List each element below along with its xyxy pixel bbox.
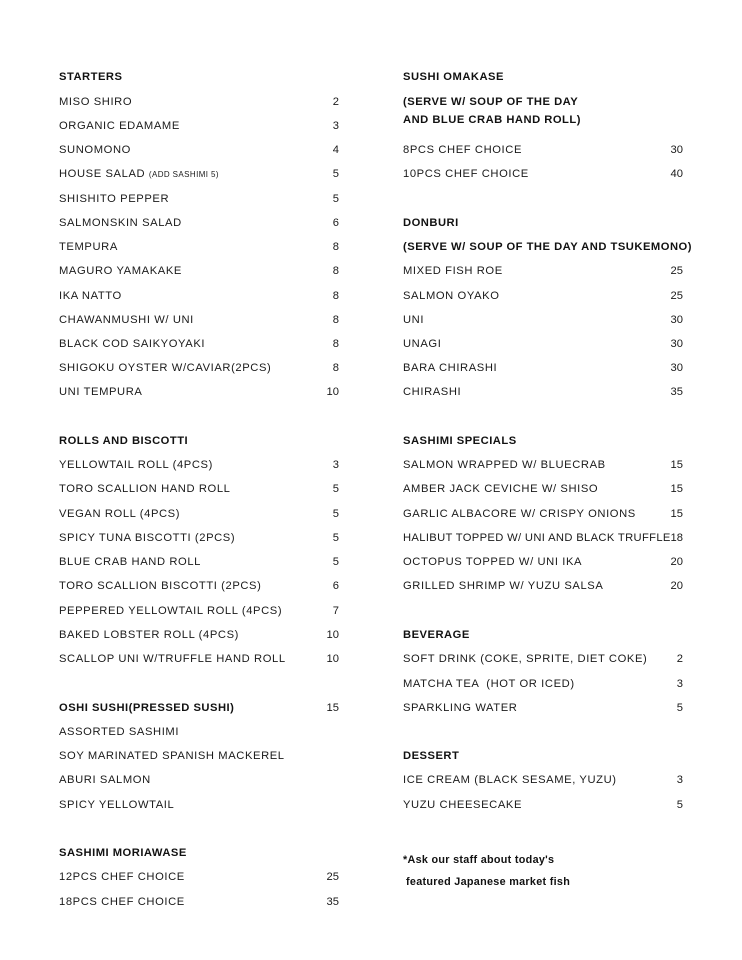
menu-item-name: CHAWANMUSHI W/ UNI — [59, 314, 194, 326]
menu-item-price: 5 — [332, 168, 339, 180]
section-price: 15 — [326, 702, 339, 714]
menu-item-name: MIXED FISH ROE — [403, 265, 503, 277]
menu-item-price: 18 — [670, 532, 683, 544]
menu-item-price: 10 — [326, 653, 339, 665]
menu-item-name: MAGURO YAMAKAKE — [59, 265, 182, 277]
menu-item-name: SPICY YELLOWTAIL — [59, 799, 175, 811]
menu-item-price: 6 — [332, 217, 339, 229]
menu-item-price: 5 — [332, 508, 339, 520]
menu-item-price: 3 — [332, 459, 339, 471]
menu-item — [59, 167, 219, 182]
menu-item-name: 12PCS CHEF CHOICE — [59, 871, 185, 883]
section-subheading: AND BLUE CRAB HAND ROLL) — [403, 114, 581, 126]
section-heading-omakase: SUSHI OMAKASE — [403, 71, 504, 83]
menu-item-name: ORGANIC EDAMAME — [59, 120, 180, 132]
menu-item-price: 15 — [670, 508, 683, 520]
menu-item-price: 30 — [670, 362, 683, 374]
menu-item-name: VEGAN ROLL (4PCS) — [59, 508, 181, 520]
menu-item-name: 18PCS CHEF CHOICE — [59, 896, 185, 908]
section-heading-beverage: BEVERAGE — [403, 629, 470, 641]
menu-item-price: 30 — [670, 144, 683, 156]
menu-item-price: 15 — [670, 459, 683, 471]
menu-item-name: SHIGOKU OYSTER W/CAVIAR(2PCS) — [59, 362, 272, 374]
menu-item-price: 8 — [332, 338, 339, 350]
menu-item-price: 4 — [332, 144, 339, 156]
section-heading-dessert: DESSERT — [403, 750, 460, 762]
menu-item-price: 3 — [676, 774, 683, 786]
menu-item-price: 35 — [326, 896, 339, 908]
menu-item-name: SALMON OYAKO — [403, 290, 500, 302]
footnote-line: *Ask our staff about today's — [403, 854, 555, 866]
menu-item-price: 10 — [326, 386, 339, 398]
menu-item-name: 10PCS CHEF CHOICE — [403, 168, 529, 180]
section-heading-oshi: OSHI SUSHI(PRESSED SUSHI) — [59, 702, 235, 714]
menu-item-name: GRILLED SHRIMP W/ YUZU SALSA — [403, 580, 604, 592]
menu-item-price: 8 — [332, 241, 339, 253]
menu-item-name: HOUSE SALAD — [59, 168, 146, 180]
menu-item-name: ASSORTED SASHIMI — [59, 726, 180, 738]
menu-item-price: 40 — [670, 168, 683, 180]
menu-item-name: SPICY TUNA BISCOTTI (2PCS) — [59, 532, 236, 544]
menu-item-price: 5 — [676, 799, 683, 811]
menu-item-price: 5 — [332, 193, 339, 205]
menu-item-price: 5 — [332, 532, 339, 544]
menu-item-name: UNI TEMPURA — [59, 386, 143, 398]
menu-item-name: CHIRASHI — [403, 386, 462, 398]
menu-item-note: (ADD SASHIMI 5) — [148, 170, 219, 179]
menu-item-price: 3 — [676, 678, 683, 690]
menu-item-name: SUNOMONO — [59, 144, 131, 156]
section-heading-rolls: ROLLS AND BISCOTTI — [59, 435, 189, 447]
menu-item-price: 35 — [670, 386, 683, 398]
menu-item-price: 2 — [332, 96, 339, 108]
menu-item-name: UNI — [403, 314, 425, 326]
menu-item-name: SPARKLING WATER — [403, 702, 518, 714]
menu-item-name: AMBER JACK CEVICHE W/ SHISO — [403, 483, 599, 495]
menu-item-price: 3 — [332, 120, 339, 132]
menu-item-name: SHISHITO PEPPER — [59, 193, 170, 205]
menu-item-name: MISO SHIRO — [59, 96, 133, 108]
section-heading-specials: SASHIMI SPECIALS — [403, 435, 517, 447]
menu-item-price: 2 — [676, 653, 683, 665]
menu-item-price: 8 — [332, 290, 339, 302]
menu-item-name: MATCHA TEA (HOT OR ICED) — [403, 678, 575, 690]
section-heading-moriawase: SASHIMI MORIAWASE — [59, 847, 187, 859]
menu-item-name: SALMONSKIN SALAD — [59, 217, 182, 229]
section-subheading: (SERVE W/ SOUP OF THE DAY AND TSUKEMONO) — [403, 241, 692, 253]
menu-item-name: PEPPERED YELLOWTAIL ROLL (4PCS) — [59, 605, 283, 617]
menu-item-name: SCALLOP UNI W/TRUFFLE HAND ROLL — [59, 653, 286, 665]
menu-item-price: 20 — [670, 556, 683, 568]
menu-item-price: 5 — [332, 556, 339, 568]
menu-item-name: TORO SCALLION HAND ROLL — [59, 483, 231, 495]
menu-item-price: 7 — [332, 605, 339, 617]
footnote-line: featured Japanese market fish — [406, 876, 571, 888]
menu-item-name: YELLOWTAIL ROLL (4PCS) — [59, 459, 213, 471]
menu-item-price: 10 — [326, 629, 339, 641]
menu-item-name: UNAGI — [403, 338, 442, 350]
menu-item-name: OCTOPUS TOPPED W/ UNI IKA — [403, 556, 583, 568]
menu-item-name: 8PCS CHEF CHOICE — [403, 144, 523, 156]
menu-item-name: SOFT DRINK (COKE, SPRITE, DIET COKE) — [403, 653, 648, 665]
menu-item-name: IKA NATTO — [59, 290, 122, 302]
menu-item-name: SALMON WRAPPED W/ BLUECRAB — [403, 459, 606, 471]
menu-item-price: 6 — [332, 580, 339, 592]
menu-item-name: SOY MARINATED SPANISH MACKEREL — [59, 750, 285, 762]
section-heading-starters: STARTERS — [59, 71, 123, 83]
menu-item-price: 8 — [332, 265, 339, 277]
menu-item-price: 5 — [332, 483, 339, 495]
section-subheading: (SERVE W/ SOUP OF THE DAY — [403, 96, 579, 108]
menu-item-name: GARLIC ALBACORE W/ CRISPY ONIONS — [403, 508, 636, 520]
menu-item-price: 30 — [670, 338, 683, 350]
menu-item-name: BAKED LOBSTER ROLL (4PCS) — [59, 629, 239, 641]
section-heading-donburi: DONBURI — [403, 217, 459, 229]
menu-item-name: TORO SCALLION BISCOTTI (2PCS) — [59, 580, 262, 592]
menu-item-price: 25 — [326, 871, 339, 883]
menu-item-price: 15 — [670, 483, 683, 495]
menu-item-price: 25 — [670, 290, 683, 302]
menu-item-name: BLUE CRAB HAND ROLL — [59, 556, 201, 568]
menu-item-name: TEMPURA — [59, 241, 118, 253]
menu-item-price: 8 — [332, 362, 339, 374]
menu-item-name: BLACK COD SAIKYOYAKI — [59, 338, 206, 350]
menu-item-name: HALIBUT TOPPED W/ UNI AND BLACK TRUFFLE — [403, 532, 671, 544]
menu-item-price: 20 — [670, 580, 683, 592]
menu-item-price: 25 — [670, 265, 683, 277]
menu-item-name: ABURI SALMON — [59, 774, 151, 786]
menu-item-name: YUZU CHEESECAKE — [403, 799, 523, 811]
menu-item-price: 8 — [332, 314, 339, 326]
menu-item-price: 30 — [670, 314, 683, 326]
menu-item-name: ICE CREAM (BLACK SESAME, YUZU) — [403, 774, 617, 786]
menu-item-price: 5 — [676, 702, 683, 714]
menu-item-name: BARA CHIRASHI — [403, 362, 498, 374]
